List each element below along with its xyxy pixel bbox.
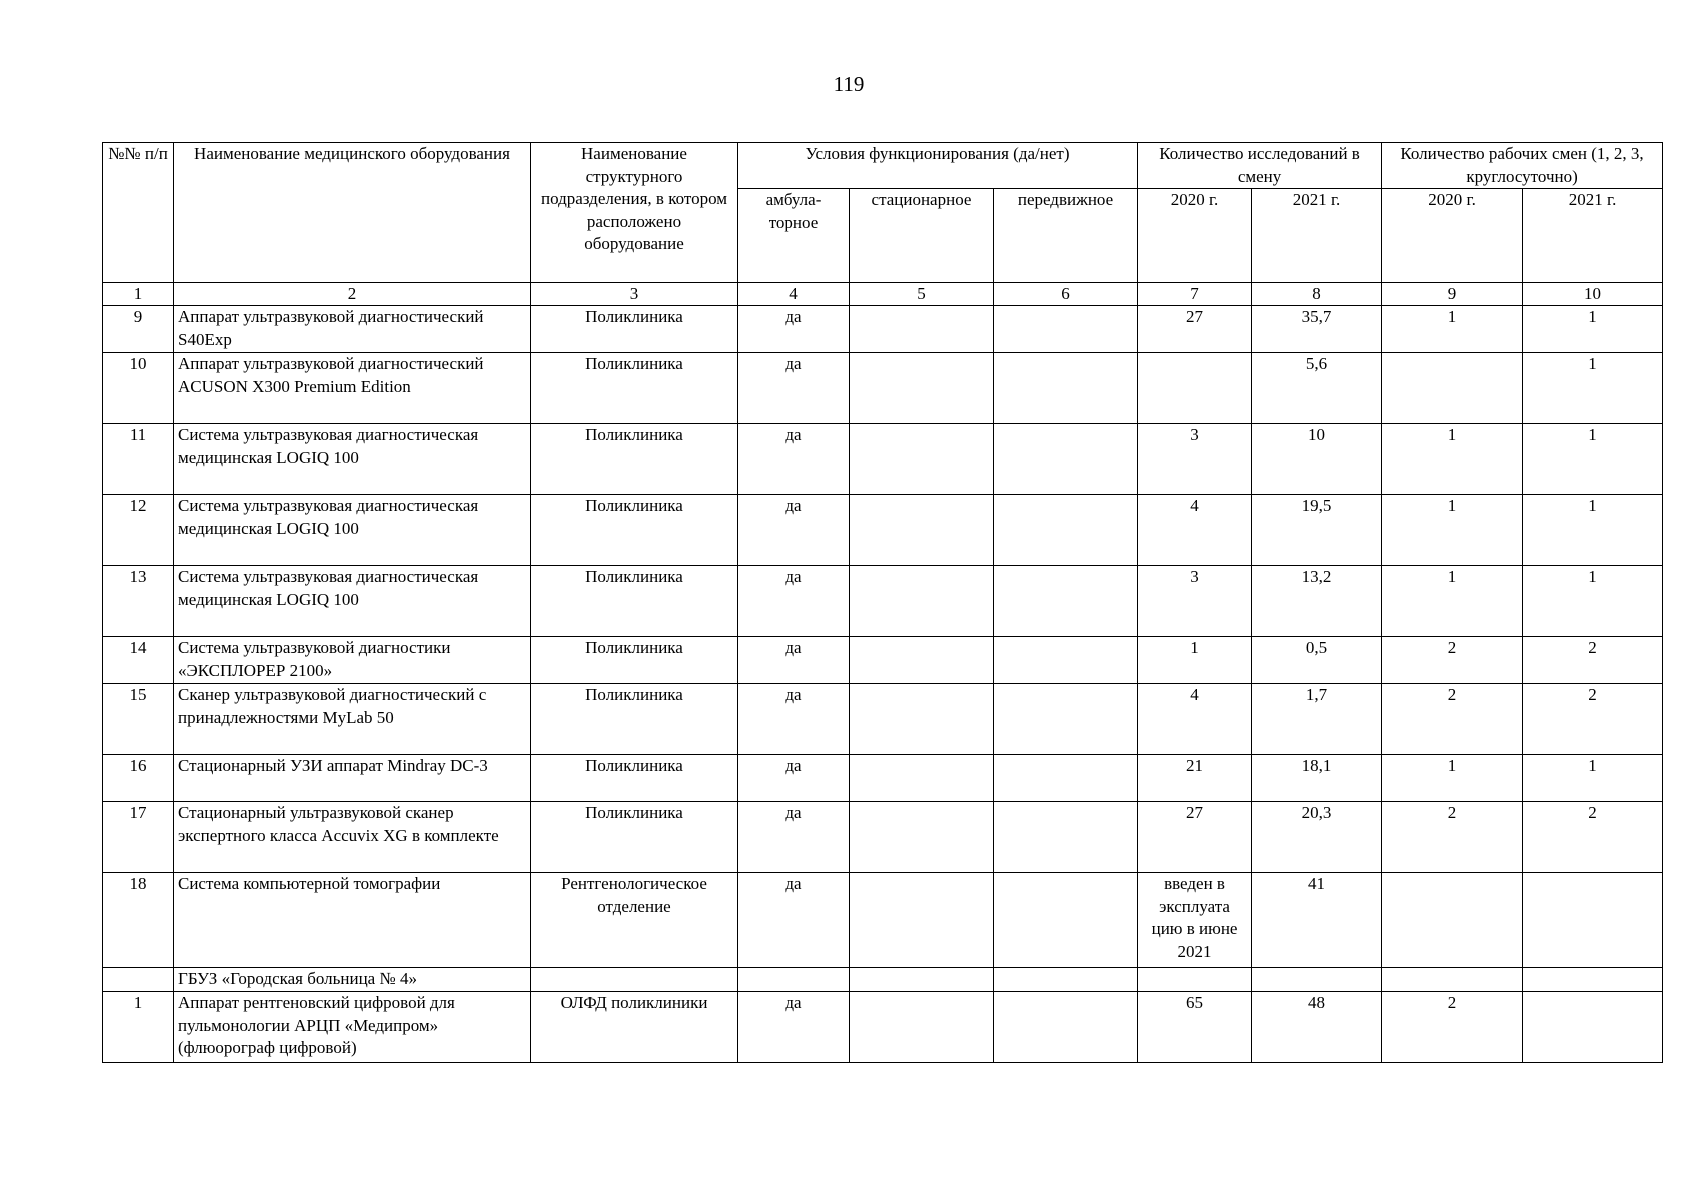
division: Поликлиника — [531, 495, 738, 566]
equipment-name: Система компьютерной томографии — [174, 873, 531, 968]
shifts-2021 — [1523, 873, 1663, 968]
shifts-2021: 1 — [1523, 353, 1663, 424]
shifts-2020 — [1382, 353, 1523, 424]
header-shifts-2021: 2021 г. — [1523, 189, 1663, 283]
cond-mobile — [994, 873, 1138, 968]
column-number: 1 — [103, 283, 174, 306]
studies-2020: 4 — [1138, 495, 1252, 566]
table-row — [103, 755, 1663, 802]
equipment-name: Система ультразвуковая диагностическая медицинская LOGIQ 100 — [174, 495, 531, 566]
equipment-table — [102, 142, 1663, 1063]
studies-2020 — [1138, 968, 1252, 992]
cond-ambulatory: да — [738, 873, 850, 968]
column-number: 9 — [1382, 283, 1523, 306]
shifts-2020: 1 — [1382, 424, 1523, 495]
header-conditions: Условия функционирования (да/нет) — [738, 143, 1138, 189]
cond-ambulatory: да — [738, 306, 850, 353]
table-row — [103, 495, 1663, 566]
cond-ambulatory: да — [738, 684, 850, 755]
header-studies-2020: 2020 г. — [1138, 189, 1252, 283]
header-num: №№ п/п — [103, 143, 174, 283]
studies-2020 — [1138, 353, 1252, 424]
column-number: 6 — [994, 283, 1138, 306]
table-row — [103, 424, 1663, 495]
cond-ambulatory: да — [738, 353, 850, 424]
row-num: 9 — [103, 306, 174, 353]
studies-2021: 1,7 — [1252, 684, 1382, 755]
cond-ambulatory: да — [738, 637, 850, 684]
studies-2020: введен в эксплуата цию в июне 2021 — [1138, 873, 1252, 968]
cond-mobile — [994, 306, 1138, 353]
page-number: 119 — [833, 72, 865, 96]
row-num: 18 — [103, 873, 174, 968]
studies-2020: 21 — [1138, 755, 1252, 802]
row-num: 17 — [103, 802, 174, 873]
column-number: 7 — [1138, 283, 1252, 306]
table-row — [103, 873, 1663, 968]
header-division: Наименование структурного подразделения, в котором расположено оборудование — [531, 143, 738, 283]
division: Рентгенологическое отделение — [531, 873, 738, 968]
cond-mobile — [994, 802, 1138, 873]
cond-mobile — [994, 637, 1138, 684]
table-row — [103, 637, 1663, 684]
shifts-2020: 2 — [1382, 637, 1523, 684]
table-row — [103, 968, 1663, 992]
cond-stationary — [850, 566, 994, 637]
cond-ambulatory: да — [738, 424, 850, 495]
cond-stationary — [850, 755, 994, 802]
table-row — [103, 684, 1663, 755]
row-num: 10 — [103, 353, 174, 424]
cond-mobile — [994, 566, 1138, 637]
division: Поликлиника — [531, 637, 738, 684]
header-studies: Количество исследований в смену — [1138, 143, 1382, 189]
division — [531, 968, 738, 992]
shifts-2021 — [1523, 992, 1663, 1063]
studies-2021: 18,1 — [1252, 755, 1382, 802]
studies-2020: 27 — [1138, 306, 1252, 353]
row-num: 13 — [103, 566, 174, 637]
cond-stationary — [850, 684, 994, 755]
table-row — [103, 353, 1663, 424]
division: Поликлиника — [531, 306, 738, 353]
shifts-2021: 1 — [1523, 306, 1663, 353]
shifts-2021: 1 — [1523, 566, 1663, 637]
shifts-2021: 1 — [1523, 755, 1663, 802]
cond-ambulatory — [738, 968, 850, 992]
division: Поликлиника — [531, 424, 738, 495]
equipment-name: Система ультразвуковая диагностическая медицинская LOGIQ 100 — [174, 424, 531, 495]
column-number: 4 — [738, 283, 850, 306]
studies-2021: 35,7 — [1252, 306, 1382, 353]
studies-2021: 48 — [1252, 992, 1382, 1063]
equipment-name: Система ультразвуковая диагностическая медицинская LOGIQ 100 — [174, 566, 531, 637]
division: Поликлиника — [531, 353, 738, 424]
column-number: 2 — [174, 283, 531, 306]
shifts-2021: 2 — [1523, 637, 1663, 684]
equipment-name: Сканер ультразвуковой диагностический с принадлежностями MyLab 50 — [174, 684, 531, 755]
cond-ambulatory: да — [738, 755, 850, 802]
studies-2020: 65 — [1138, 992, 1252, 1063]
shifts-2021: 1 — [1523, 424, 1663, 495]
equipment-name: Аппарат рентгеновский цифровой для пульмонологии АРЦП «Медипром» (флюорограф цифровой) — [174, 992, 531, 1063]
cond-mobile — [994, 684, 1138, 755]
header-shifts: Количество рабочих смен (1, 2, 3, круглосуточно) — [1382, 143, 1663, 189]
header-cond-stationary: стационарное — [850, 189, 994, 283]
studies-2020: 27 — [1138, 802, 1252, 873]
division: Поликлиника — [531, 684, 738, 755]
cond-ambulatory: да — [738, 992, 850, 1063]
cond-stationary — [850, 424, 994, 495]
equipment-name: Аппарат ультразвуковой диагностический S40Exp — [174, 306, 531, 353]
row-num — [103, 968, 174, 992]
row-num: 1 — [103, 992, 174, 1063]
table-row — [103, 992, 1663, 1063]
cond-mobile — [994, 992, 1138, 1063]
cond-stationary — [850, 306, 994, 353]
row-num: 14 — [103, 637, 174, 684]
studies-2020: 1 — [1138, 637, 1252, 684]
header-cond-mobile: передвижное — [994, 189, 1138, 283]
cond-stationary — [850, 353, 994, 424]
table-row — [103, 802, 1663, 873]
studies-2021: 5,6 — [1252, 353, 1382, 424]
table-row — [103, 566, 1663, 637]
equipment-name: ГБУЗ «Городская больница № 4» — [174, 968, 531, 992]
studies-2021: 0,5 — [1252, 637, 1382, 684]
equipment-name: Аппарат ультразвуковой диагностический ACUSON X300 Premium Edition — [174, 353, 531, 424]
shifts-2020: 2 — [1382, 802, 1523, 873]
shifts-2020: 1 — [1382, 755, 1523, 802]
studies-2021: 20,3 — [1252, 802, 1382, 873]
equipment-name: Стационарный ультразвуковой сканер экспертного класса Accuvix XG в комплекте — [174, 802, 531, 873]
studies-2021: 19,5 — [1252, 495, 1382, 566]
row-num: 15 — [103, 684, 174, 755]
column-number: 3 — [531, 283, 738, 306]
division: ОЛФД поликлиники — [531, 992, 738, 1063]
column-number: 10 — [1523, 283, 1663, 306]
equipment-name: Система ультразвуковой диагностики «ЭКСПЛОРЕР 2100» — [174, 637, 531, 684]
header-equipment-name: Наименование медицинского оборудования — [174, 143, 531, 283]
shifts-2020 — [1382, 968, 1523, 992]
shifts-2020: 2 — [1382, 992, 1523, 1063]
cond-stationary — [850, 802, 994, 873]
cond-ambulatory: да — [738, 566, 850, 637]
row-num: 11 — [103, 424, 174, 495]
column-number: 8 — [1252, 283, 1382, 306]
shifts-2020: 1 — [1382, 566, 1523, 637]
shifts-2021: 2 — [1523, 684, 1663, 755]
studies-2020: 3 — [1138, 566, 1252, 637]
cond-mobile — [994, 353, 1138, 424]
cond-stationary — [850, 968, 994, 992]
row-num: 12 — [103, 495, 174, 566]
division: Поликлиника — [531, 566, 738, 637]
cond-stationary — [850, 495, 994, 566]
shifts-2021 — [1523, 968, 1663, 992]
cond-mobile — [994, 968, 1138, 992]
header-shifts-2020: 2020 г. — [1382, 189, 1523, 283]
cond-stationary — [850, 873, 994, 968]
studies-2020: 3 — [1138, 424, 1252, 495]
shifts-2021: 2 — [1523, 802, 1663, 873]
studies-2021: 10 — [1252, 424, 1382, 495]
cond-mobile — [994, 755, 1138, 802]
shifts-2020: 1 — [1382, 495, 1523, 566]
division: Поликлиника — [531, 802, 738, 873]
cond-ambulatory: да — [738, 495, 850, 566]
shifts-2020: 1 — [1382, 306, 1523, 353]
column-number: 5 — [850, 283, 994, 306]
header-studies-2021: 2021 г. — [1252, 189, 1382, 283]
shifts-2021: 1 — [1523, 495, 1663, 566]
row-num: 16 — [103, 755, 174, 802]
cond-mobile — [994, 495, 1138, 566]
shifts-2020 — [1382, 873, 1523, 968]
cond-stationary — [850, 637, 994, 684]
studies-2021 — [1252, 968, 1382, 992]
division: Поликлиника — [531, 755, 738, 802]
studies-2020: 4 — [1138, 684, 1252, 755]
equipment-name: Стационарный УЗИ аппарат Mindray DC-3 — [174, 755, 531, 802]
cond-ambulatory: да — [738, 802, 850, 873]
header-cond-ambulatory: амбула-торное — [738, 189, 850, 283]
studies-2021: 13,2 — [1252, 566, 1382, 637]
shifts-2020: 2 — [1382, 684, 1523, 755]
cond-stationary — [850, 992, 994, 1063]
cond-mobile — [994, 424, 1138, 495]
table-row — [103, 306, 1663, 353]
studies-2021: 41 — [1252, 873, 1382, 968]
column-number-row — [103, 283, 1663, 306]
